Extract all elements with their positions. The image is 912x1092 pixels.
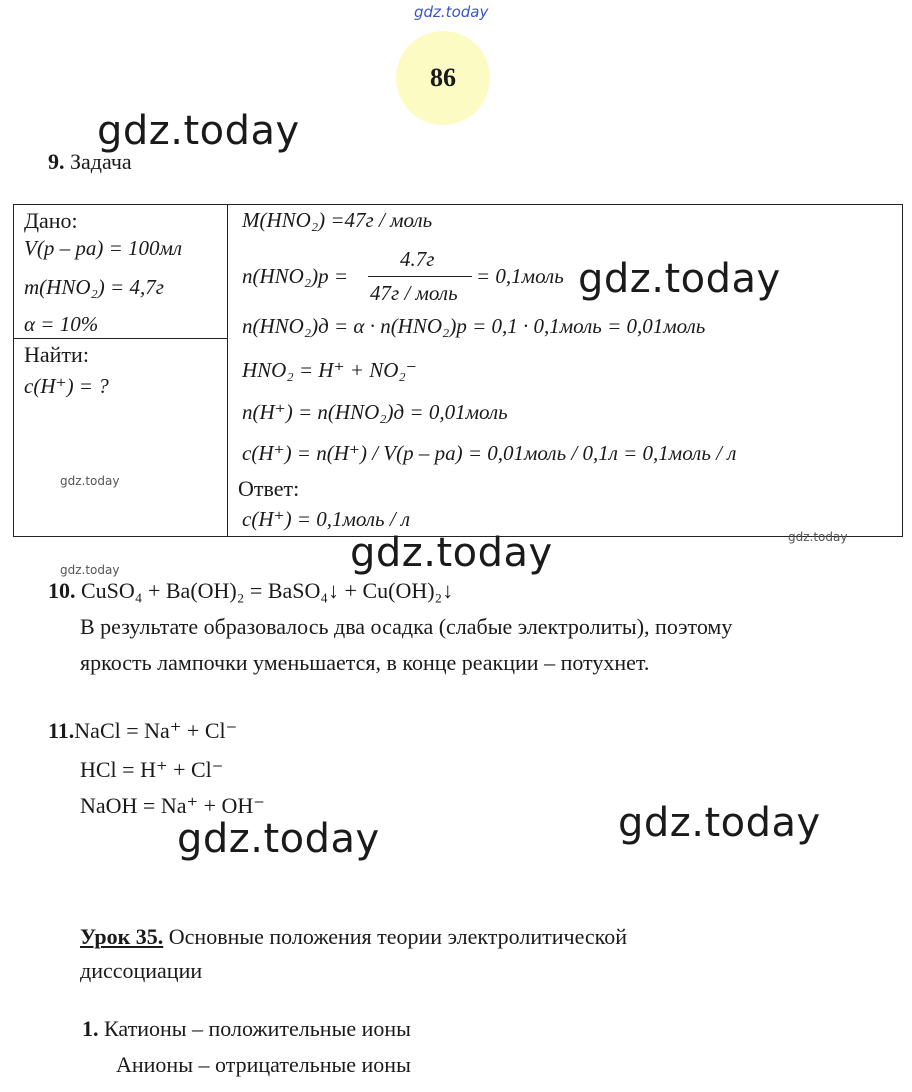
task11-line1: [48, 718, 237, 744]
given-label: Дано:: [24, 208, 78, 233]
task1-cations: Катионы – положительные ионы: [104, 1016, 411, 1041]
task10-number: 10.: [48, 578, 76, 603]
watermark: gdz.today: [618, 800, 821, 846]
watermark-small: gdz.today: [60, 563, 120, 577]
task1-line1: [82, 1016, 411, 1042]
solution-n-dissociated: n(HNO₂)д = α · n(HNO₂)p = 0,1 · 0,1моль = 0,01моль: [242, 314, 706, 338]
table-divider-horizontal: [13, 338, 227, 339]
fraction-numerator: 4.7г: [400, 247, 435, 271]
given-volume: V(p – pa) = 100мл: [24, 236, 183, 260]
solution-n-total-right: = 0,1моль: [476, 264, 564, 288]
table-divider-vertical: [227, 204, 228, 537]
page-number: 86: [396, 31, 490, 125]
task11-eq2: HCl = H⁺ + Cl⁻: [80, 757, 224, 782]
solution-n-total-left: n(HNO₂)p =: [242, 264, 349, 288]
watermark-small: gdz.today: [60, 474, 120, 488]
task1-anions: Анионы – отрицательные ионы: [116, 1052, 411, 1077]
watermark: gdz.today: [350, 530, 553, 576]
task10-text-line2: яркость лампочки уменьшается, в конце реакции – потухнет.: [80, 650, 650, 675]
fraction-denominator: 47г / моль: [370, 281, 458, 305]
solution-dissociation-equation: HNO₂ = H⁺ + NO₂⁻: [242, 358, 417, 382]
lesson-title-line1: Основные положения теории электролитической: [168, 924, 627, 949]
solution-molar-mass: M(HNO₂) =47г / моль: [242, 208, 433, 232]
fraction-bar: [368, 276, 472, 277]
lesson-heading: [80, 924, 627, 950]
watermark-small: gdz.today: [788, 530, 848, 544]
task10-equation-line: [48, 578, 453, 604]
watermark: gdz.today: [578, 256, 781, 302]
answer-label: Ответ:: [238, 476, 300, 501]
task10-equation: CuSO₄ + Ba(OH)₂ = BaSO₄↓ + Cu(OH)₂↓: [81, 578, 454, 603]
solution-concentration: c(H⁺) = n(H⁺) / V(p – pa) = 0,01моль / 0,1л = 0,1моль / л: [242, 441, 737, 465]
task10-text-line1: В результате образовалось два осадка (слабые электролиты), поэтому: [80, 614, 733, 639]
find-value: c(H⁺) = ?: [24, 374, 109, 398]
task1-number: 1.: [82, 1016, 99, 1041]
task9-number: 9.: [48, 149, 65, 174]
watermark: gdz.today: [177, 816, 380, 862]
task9-heading: [48, 149, 132, 175]
task11-eq3: NaOH = Na⁺ + OH⁻: [80, 793, 265, 818]
answer-value: c(H⁺) = 0,1моль / л: [242, 507, 411, 531]
watermark-top: gdz.today: [414, 3, 489, 21]
lesson-label: Урок 35.: [80, 924, 164, 949]
task11-number: 11.: [48, 718, 75, 743]
given-alpha: α = 10%: [24, 312, 99, 336]
task11-eq1: NaCl = Na⁺ + Cl⁻: [74, 718, 238, 743]
given-mass: m(HNO₂) = 4,7г: [24, 275, 164, 299]
watermark: gdz.today: [97, 108, 300, 154]
find-label: Найти:: [24, 342, 89, 367]
task9-title: Задача: [70, 149, 132, 174]
solution-n-hydrogen: n(H⁺) = n(HNO₂)д = 0,01моль: [242, 400, 508, 424]
lesson-title-line2: диссоциации: [80, 958, 203, 983]
